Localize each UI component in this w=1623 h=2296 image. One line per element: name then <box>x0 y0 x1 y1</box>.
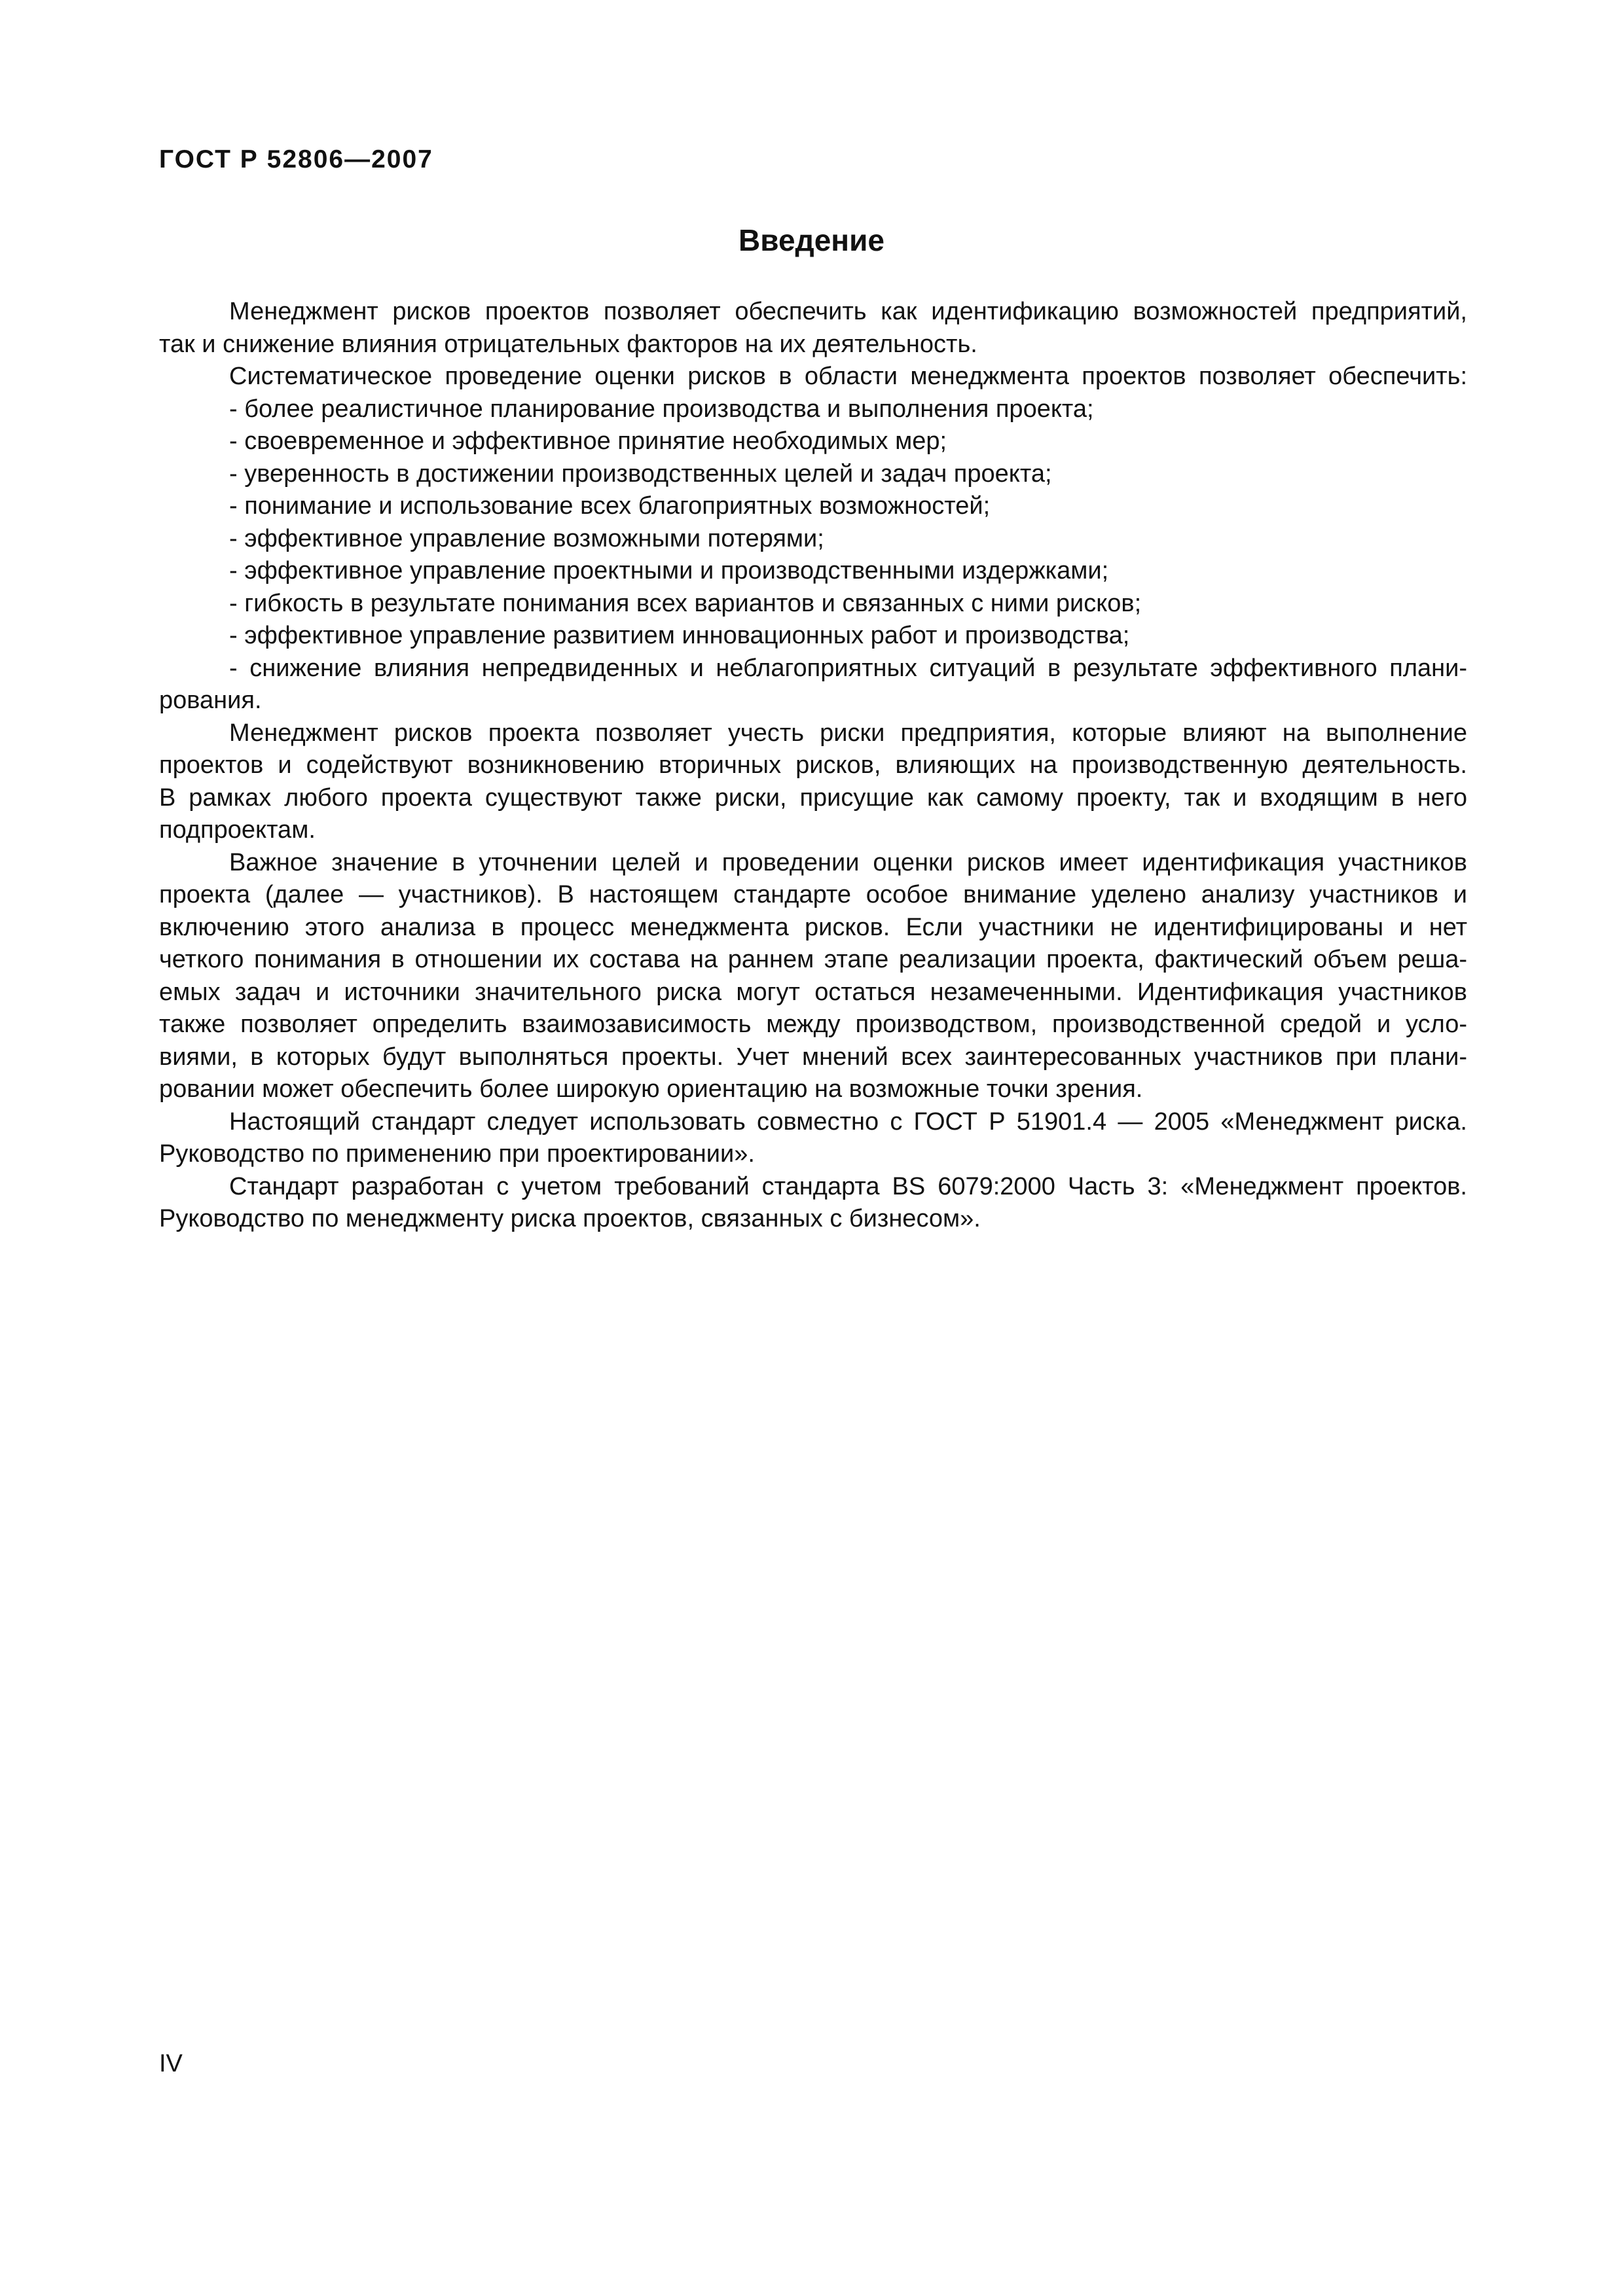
text-line: Руководство по применению при проектировании». <box>159 1140 755 1168</box>
text-line: Стандарт разработан с учетом требований стандарта BS 6079:2000 Часть 3: «Менеджмент проектов. <box>229 1172 1467 1200</box>
text-line: виями, в которых будут выполняться проекты. Учет мнений всех заинтересованных участников при плани- <box>159 1043 1467 1071</box>
text-line: Важное значение в уточнении целей и проведении оценки рисков имеет идентификация участников <box>229 848 1467 876</box>
list-item: - эффективное управление проектными и производственными издержками; <box>229 557 1109 584</box>
text-line: проектов и содействуют возникновению вторичных рисков, влияющих на производственную деятельность. <box>159 751 1467 779</box>
text-line: В рамках любого проекта существуют также риски, присущие как самому проекту, так и входящим в него <box>159 783 1467 812</box>
text-line: так и снижение влияния отрицательных факторов на их деятельность. <box>159 330 977 358</box>
text-line: также позволяет определить взаимозависимость между производством, производственной средой и усло- <box>159 1011 1467 1038</box>
list-item: - эффективное управление развитием инновационных работ и производства; <box>229 622 1130 649</box>
list-item: - уверенность в достижении производственных целей и задач проекта; <box>229 459 1052 488</box>
page-number: IV <box>159 2050 183 2077</box>
text-line: емых задач и источники значительного риска могут остаться незамеченными. Идентификация участников <box>159 978 1467 1006</box>
text-line: ровании может обеспечить более широкую ориентацию на возможные точки зрения. <box>159 1075 1143 1103</box>
text-line: Менеджмент рисков проектов позволяет обеспечить как идентификацию возможностей предприятий, <box>229 298 1467 325</box>
text-line: проекта (далее — участников). В настоящем стандарте особое внимание уделено анализу участников и <box>159 881 1467 908</box>
text-line: рования. <box>159 687 262 714</box>
text-line: подпроектам. <box>159 816 316 844</box>
text-line: включению этого анализа в процесс менеджмента рисков. Если участники не идентифицированы и нет <box>159 913 1467 941</box>
list-item: - гибкость в результате понимания всех вариантов и связанных с ними рисков; <box>229 589 1142 617</box>
list-item: - снижение влияния непредвиденных и неблагоприятных ситуаций в результате эффективного плани- <box>229 654 1467 682</box>
text-line: Систематическое проведение оценки рисков в области менеджмента проектов позволяет обеспечить: <box>229 363 1467 390</box>
text-line: Настоящий стандарт следует использовать совместно с ГОСТ Р 51901.4 — 2005 «Менеджмент риска. <box>229 1107 1467 1136</box>
text-line: Менеджмент рисков проекта позволяет учесть риски предприятия, которые влияют на выполнение <box>229 719 1467 747</box>
list-item: - своевременное и эффективное принятие необходимых мер; <box>229 427 947 455</box>
text-line: четкого понимания в отношении их состава на раннем этапе реализации проекта, фактический объем реша- <box>159 946 1467 973</box>
list-item: - понимание и использование всех благоприятных возможностей; <box>229 492 991 520</box>
section-title: Введение <box>739 223 884 257</box>
document-code: ГОСТ Р 52806—2007 <box>159 145 433 173</box>
list-item: - более реалистичное планирование производства и выполнения проекта; <box>229 395 1094 423</box>
body-text <box>159 296 1467 1236</box>
text-line: Руководство по менеджменту риска проектов, связанных с бизнесом». <box>159 1205 981 1232</box>
list-item: - эффективное управление возможными потерями; <box>229 524 824 552</box>
